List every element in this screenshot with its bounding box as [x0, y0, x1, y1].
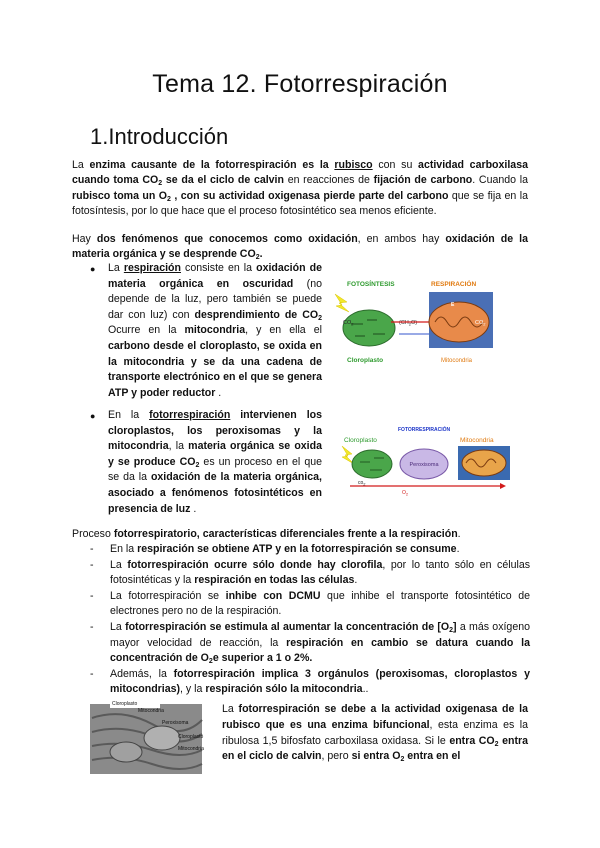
- photorespiration-figure: [340, 424, 520, 498]
- fig2-peroxisoma-label: Peroxisoma: [409, 462, 439, 468]
- fig3-label-3: Peroxisoma: [162, 720, 189, 726]
- bullet-dot: ●: [90, 264, 96, 274]
- fig3-label-2: Mitocondria: [138, 708, 164, 714]
- fig3-label-1: Cloroplasto: [112, 701, 138, 707]
- oxidation-paragraph: Hay dos fenómenos que conocemos como oxidación, en ambos hay oxidación de la materia orgánica y se desprende $CO_2$.: [72, 233, 528, 262]
- page-title: Tema 12. Fotorrespiración: [152, 70, 448, 98]
- fig1-co2: $CO_2$: [343, 320, 354, 327]
- fig1-e: E: [451, 302, 455, 308]
- fig2-header: FOTORRESPIRACIÓN: [398, 427, 451, 433]
- chloroplast-icon: [343, 310, 395, 346]
- micrograph-figure: [86, 698, 216, 776]
- fig1-mitocondria-label: Mitocondria: [441, 358, 473, 364]
- fig2-o2: $O_2$: [402, 490, 409, 497]
- list-item: - En la respiración se obtiene ATP y en la fotorrespiración se consume.: [90, 543, 460, 555]
- fig1-co2b: $CO_2$: [475, 320, 486, 327]
- fig1-fotosintesis-label: FOTOSÍNTESIS: [347, 281, 395, 288]
- process-heading: Proceso fotorrespiratorio, características diferenciales frente a la respiración.: [72, 528, 461, 540]
- fig1-cloroplasto-label: Cloroplasto: [347, 357, 384, 364]
- photosynthesis-respiration-figure: [333, 276, 523, 368]
- list-item: - La fotorrespiración se inhibe con DCMU que inhibe el transporte fotosintético de electrones pero no de la respiración.: [90, 589, 530, 618]
- fig2-co2: $co_2$: [358, 480, 366, 487]
- final-paragraph: La fotorrespiración se debe a la actividad oxigenasa de la rubisco que es una enzima bifuncional, esta enzima es la ribulosa 1,5 bifosfato carboxilasa oxidasa. Si le entra $CO_2$ entra en el ciclo de calvin, pero si entra $O_2$ entra en el: [222, 703, 529, 764]
- mitochondrion-icon: [462, 450, 506, 476]
- bullet-dot: ●: [90, 411, 96, 421]
- fig2-mitocondria-label: Mitocondria: [460, 437, 494, 444]
- fig1-respiracion-label: RESPIRACIÓN: [431, 281, 477, 288]
- list-item: - Además, la fotorrespiración implica 3 orgánulos (peroxisomas, cloroplastos y mitocondrias), y la respiración sólo la mitocondria..: [90, 667, 530, 696]
- intro-paragraph: La enzima causante de la fotorrespiración es la rubisco con su actividad carboxilasa cuando toma $CO_2$ se da el ciclo de calvin en reacciones de fijación de carbono. Cuando la rubisco toma un $O_2$ , con su actividad oxigenasa pierde parte del carbono que se fija en la fotosíntesis, por lo que hace que el proceso fotosintético sea menos eficiente.: [72, 159, 528, 218]
- chloroplast-icon: [352, 450, 392, 478]
- fig3-label-5: Mitocondria: [178, 746, 204, 752]
- list-item: - La fotorrespiración ocurre sólo donde hay clorofila, por lo tanto sólo en células fotosintéticas y la respiración en todas las células.: [90, 558, 531, 587]
- fig2-cloroplasto-label: Cloroplasto: [344, 437, 377, 444]
- bullet-photorespiration: En la fotorrespiración intervienen los cloroplastos, los peroxisomas y la mitocondria, la materia orgánica se oxida y se produce $CO_2$ es un proceso en el que se da la oxidación de la materia orgánica, asociado a fenómenos fotosintéticos en presencia de luz .: [108, 409, 322, 515]
- differences-list: [90, 542, 530, 698]
- fig1-ch2o: $(CH_2O)$: [399, 320, 418, 327]
- fig3-label-4: Cloroplasto: [178, 734, 204, 740]
- bullet-respiration: La respiración consiste en la oxidación de materia orgánica en oscuridad (no depende de la luz, pero también se puede dar con luz) con desprendimiento de $CO_2$ Ocurre en la mitocondria, y en ella el carbono desde el cloroplasto, se oxida en la mitocondria y se da una cadena de transporte electrónico en el que se genera ATP y poder reductor .: [108, 262, 322, 399]
- section-heading: 1.Introducción: [90, 124, 229, 149]
- list-item: - La fotorrespiración se estimula al aumentar la concentración de $[O_2]$ a más oxígeno mayor velocidad de reacción, la respiración en cambio se datura cuando la concentración de $O_2e$ superior a 1 o 2%.: [90, 620, 530, 666]
